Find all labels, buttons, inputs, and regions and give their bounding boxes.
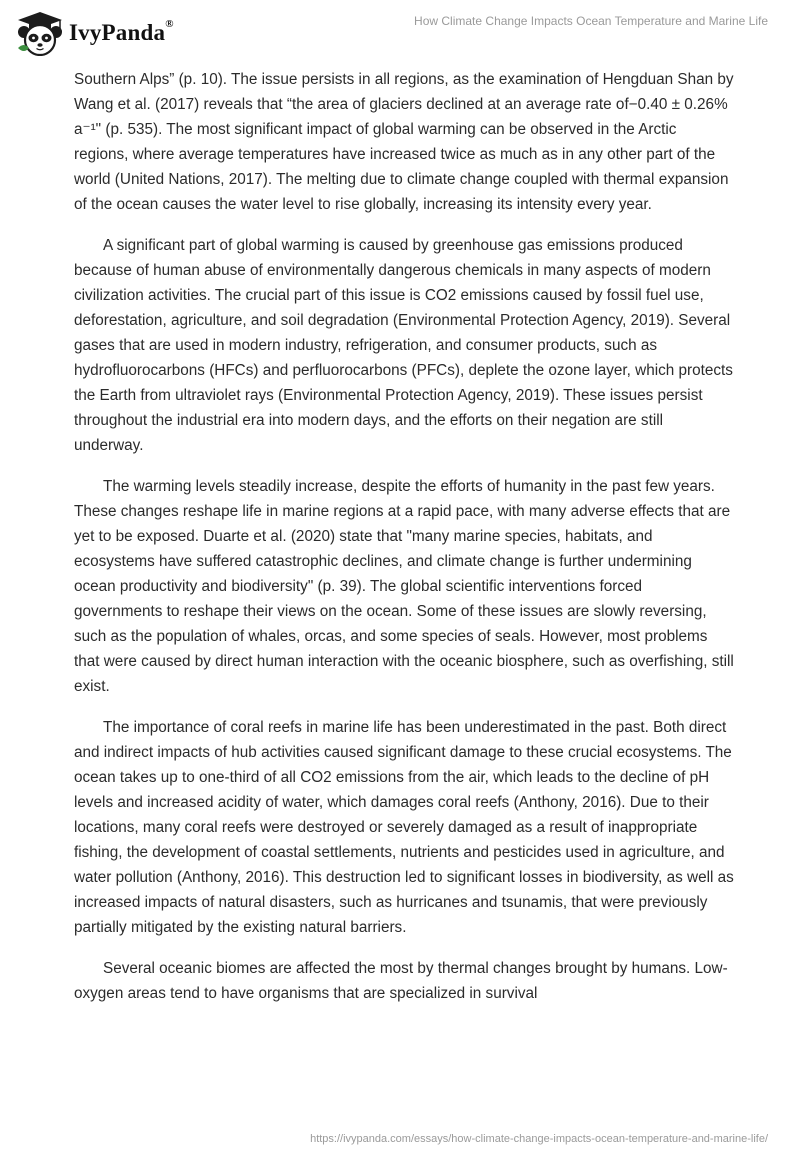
panda-graduation-cap-icon xyxy=(15,10,65,56)
footer-url-link[interactable]: https://ivypanda.com/essays/how-climate-change-impacts-ocean-temperature-and-marine-life/ xyxy=(310,1133,768,1145)
paragraph: Southern Alps” (p. 10). The issue persists in all regions, as the examination of Hengduan Shan by Wang et al. (2017) reveals that “the area of glaciers declined at an average rate of−0.40 ± 0.26% a⁻¹" (p. 535). The most significant impact of global warming can be observed in the Arctic regions, where average temperatures have increased twice as much as in any other part of the world (United Nations, 2017). The melting due to climate change coupled with thermal expansion of the ocean causes the water level to rise globally, increasing its intensity every year. xyxy=(74,71,734,213)
logo-wordmark: IvyPanda® xyxy=(69,18,174,45)
paragraph: The warming levels steadily increase, despite the efforts of humanity in the past few years. These changes reshape life in marine regions at a rapid pace, with many adverse effects that are yet to be exposed. Duarte et al. (2020) state that "many marine species, habitats, and ecosystems have suffered catastrophic declines, and climate change is further undermining ocean productivity and biodiversity" (p. 39). The global scientific interventions forced governments to reshape their views on the ocean. Some of these issues are slowly reversing, such as the population of whales, orcas, and some species of seals. However, most problems that were caused by direct human interaction with the oceanic biosphere, such as overfishing, still exist. xyxy=(74,478,734,695)
paragraph: A significant part of global warming is caused by greenhouse gas emissions produced because of human abuse of environmentally dangerous chemicals in many aspects of modern civilization activities. The crucial part of this issue is CO2 emissions caused by fossil fuel use, deforestation, agriculture, and soil degradation (Environmental Protection Agency, 2019). Several gases that are used in modern industry, refrigeration, and consumer products, such as hydrofluorocarbons (HFCs) and perfluorocarbons (PFCs), deplete the ozone layer, which protects the Earth from ultraviolet rays (Environmental Protection Agency, 2019). These issues persist throughout the industrial era into modern days, and the efforts on their negation are still underway. xyxy=(74,237,733,454)
paragraph: Several oceanic biomes are affected the most by thermal changes brought by humans. Low-oxygen areas tend to have organisms that are specialized in survival xyxy=(74,960,728,1002)
running-title: How Climate Change Impacts Ocean Temperature and Marine Life xyxy=(414,14,768,28)
paragraph: The importance of coral reefs in marine life has been underestimated in the past. Both direct and indirect impacts of hub activities caused significant damage to these crucial ecosystems. The ocean takes up to one-third of all CO2 emissions from the air, which leads to the decline of pH levels and increased acidity of water, which damages coral reefs (Anthony, 2016). Due to their locations, many coral reefs were destroyed or severely damaged as a result of inappropriate fishing, the development of coastal settlements, nutrients and pesticides used in agriculture, and water pollution (Anthony, 2016). This destruction led to significant losses in biodiversity, as well as increased impacts of natural disasters, such as hurricanes and tsunamis, that were previously partially mitigated by the existing natural barriers. xyxy=(74,719,734,936)
essay-body xyxy=(74,67,734,1022)
page-header xyxy=(0,0,800,60)
ivypanda-logo[interactable] xyxy=(15,10,174,56)
